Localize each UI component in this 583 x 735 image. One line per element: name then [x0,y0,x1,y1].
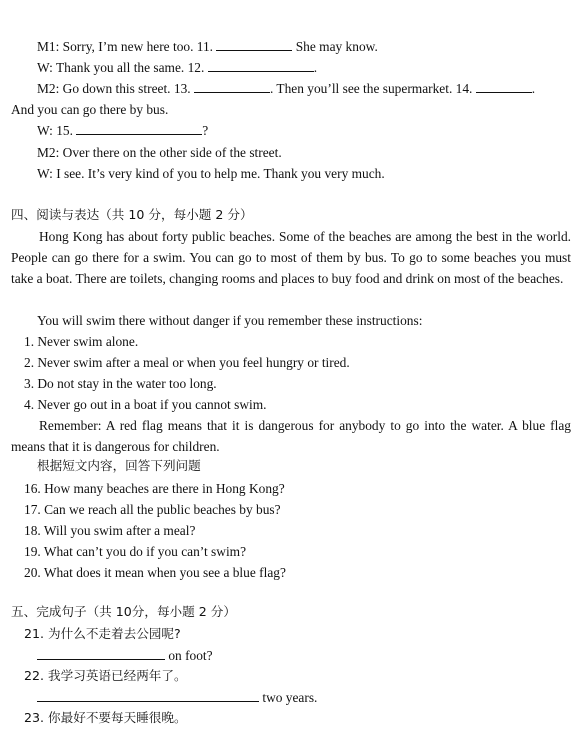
dialogue-line-m2: M2: Over there on the other side of the street. [37,145,282,160]
question-21: 21. 为什么不走着去公园呢? [24,626,181,641]
dialogue-text: W: Thank you all the same. 12. [37,60,208,75]
answer-blank-13[interactable] [194,80,270,93]
dialogue-text: M1: Sorry, I’m new here too. 11. [37,39,217,54]
question-16: 16. How many beaches are there in Hong Kong? [24,481,285,496]
dialogue-line-13-cont: And you can go there by bus. [11,102,169,117]
question-23: 23. 你最好不要每天睡很晚。 [24,710,187,725]
instruction-item: 3. Do not stay in the water too long. [24,376,217,391]
question-22: 22. 我学习英语已经两年了。 [24,668,187,683]
reading-paragraph-2: You will swim there without danger if you remember these instructions: [37,313,423,328]
answer-blank-21[interactable] [37,647,165,660]
answer-line-22 [37,689,317,707]
instruction-item: 2. Never swim after a meal or when you feel hungry or tired. [24,355,350,370]
answer-line-21 [37,647,213,665]
question-17: 17. Can we reach all the public beaches by bus? [24,502,281,517]
reading-remember: Remember: A red flag means that it is dangerous for anybody to go into the water. A blue flag means that it is dangerous for children. [11,418,571,454]
reading-paragraph-1: Hong Kong has about forty public beaches. Some of the beaches are among the best in the world. People can go there for a swim. You can go to most of them by bus. To go to some beaches you must take a boat. There are toilets, changing rooms and places to buy food and drink on most of the beaches. [11,229,571,286]
dialogue-text: ? [202,123,209,138]
answer-blank-22[interactable] [37,689,259,702]
instruction-item: 4. Never go out in a boat if you cannot swim. [24,397,267,412]
question-20: 20. What does it mean when you see a blue flag? [24,565,286,580]
dialogue-text: . [531,81,536,96]
answer-blank-11[interactable] [216,38,292,51]
question-prompt: 根据短文内容，回答下列问题 [37,458,201,473]
dialogue-line-13 [37,80,535,98]
dialogue-line-w: W: I see. It’s very kind of you to help me. Thank you very much. [37,166,385,181]
dialogue-text: . [313,60,318,75]
dialogue-text: She may know. [292,39,378,54]
question-19: 19. What can’t you do if you can’t swim? [24,544,247,559]
section-5-heading: 五、完成句子（共 10分，每小题 2 分） [11,604,236,619]
dialogue-text: W: 15. [37,123,77,138]
question-18: 18. Will you swim after a meal? [24,523,196,538]
answer-suffix: two years. [259,690,318,705]
dialogue-text: M2: Go down this street. 13. [37,81,194,96]
dialogue-line-12 [37,59,317,77]
dialogue-line-15 [37,122,208,140]
instruction-item: 1. Never swim alone. [24,334,139,349]
answer-suffix: on foot? [165,648,213,663]
answer-blank-12[interactable] [208,59,314,72]
dialogue-text: . Then you’ll see the supermarket. 14. [269,81,476,96]
answer-blank-14[interactable] [476,80,532,93]
section-4-heading: 四、阅读与表达（共 10 分，每小题 2 分） [11,207,253,222]
dialogue-line-11 [37,38,378,56]
answer-blank-15[interactable] [76,122,202,135]
